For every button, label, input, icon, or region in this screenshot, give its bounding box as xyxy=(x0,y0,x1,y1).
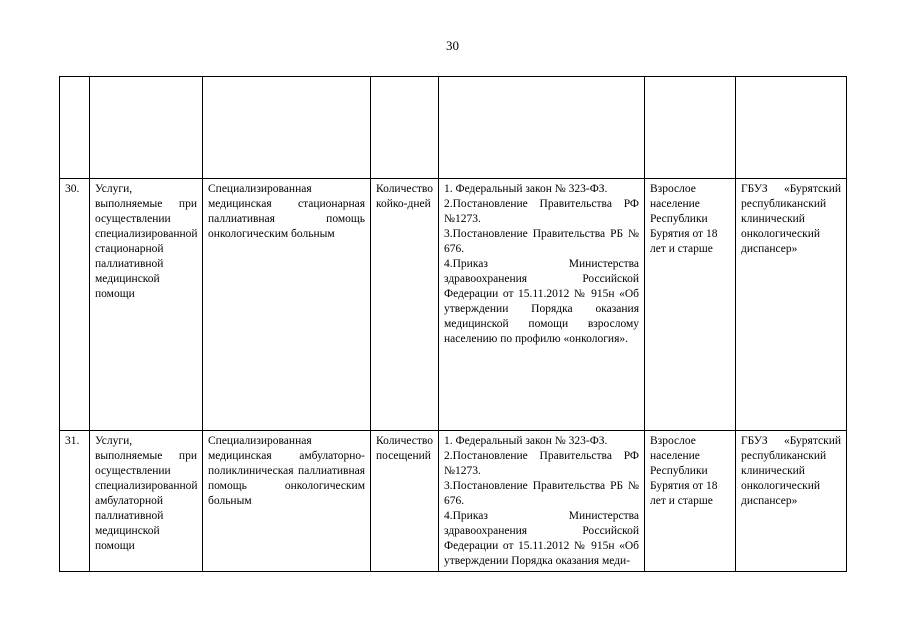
consumers: Взрослое население Республики Бурятия от 18 лет и старше xyxy=(645,431,736,572)
provider: ГБУЗ «Бурятский республиканский клинический онкологический диспансер» xyxy=(736,431,847,572)
legal-basis-item: 1. Федеральный закон № 323-ФЗ. xyxy=(444,183,608,195)
service-description: Специализированная медицинская стационарная паллиативная помощь онкологическим больным xyxy=(203,179,371,431)
service-name: Услуги, выполняемые при осуществлении специализированной амбулаторной паллиативной медицинской помощи xyxy=(90,431,203,572)
legal-basis-item: 4.Приказ Министерства здравоохранения Российской Федерации от 15.11.2012 № 915н «Об утверждении Порядка оказания меди- xyxy=(444,510,639,567)
page-number: 30 xyxy=(446,38,459,53)
legal-basis xyxy=(439,179,645,431)
legal-basis-item: 3.Постановление Правительства РБ № 676. xyxy=(444,228,639,255)
empty-cell xyxy=(371,77,439,179)
row-number: 30. xyxy=(60,179,90,431)
service-name: Услуги, выполняемые при осуществлении специализированной стационарной паллиативной медицинской помощи xyxy=(90,179,203,431)
empty-cell xyxy=(60,77,90,179)
table-row-continuation xyxy=(60,77,847,179)
row-number: 31. xyxy=(60,431,90,572)
empty-cell xyxy=(90,77,203,179)
empty-cell xyxy=(439,77,645,179)
legal-basis-item: 1. Федеральный закон № 323-ФЗ. xyxy=(444,435,608,447)
service-description: Специализированная медицинская амбулаторно-поликлиническая паллиативная помощь онкологическим больным xyxy=(203,431,371,572)
legal-basis-item: 4.Приказ Министерства здравоохранения Российской Федерации от 15.11.2012 № 915н «Об утверждении Порядка оказания медицинской помощи взрослому населению по профилю «онкология». xyxy=(444,258,639,345)
legal-basis-item: 2.Постановление Правительства РФ №1273. xyxy=(444,450,639,477)
consumers: Взрослое население Республики Бурятия от 18 лет и старше xyxy=(645,179,736,431)
empty-cell xyxy=(203,77,371,179)
legal-basis-item: 3.Постановление Правительства РБ № 676. xyxy=(444,480,639,507)
table-row xyxy=(60,179,847,431)
services-table xyxy=(59,76,847,572)
empty-cell xyxy=(736,77,847,179)
legal-basis-item: 2.Постановление Правительства РФ №1273. xyxy=(444,198,639,225)
volume-unit: Количество койко-дней xyxy=(371,179,439,431)
empty-cell xyxy=(645,77,736,179)
provider: ГБУЗ «Бурятский республиканский клинический онкологический диспансер» xyxy=(736,179,847,431)
table-row xyxy=(60,431,847,572)
volume-unit: Количество посещений xyxy=(371,431,439,572)
legal-basis xyxy=(439,431,645,572)
